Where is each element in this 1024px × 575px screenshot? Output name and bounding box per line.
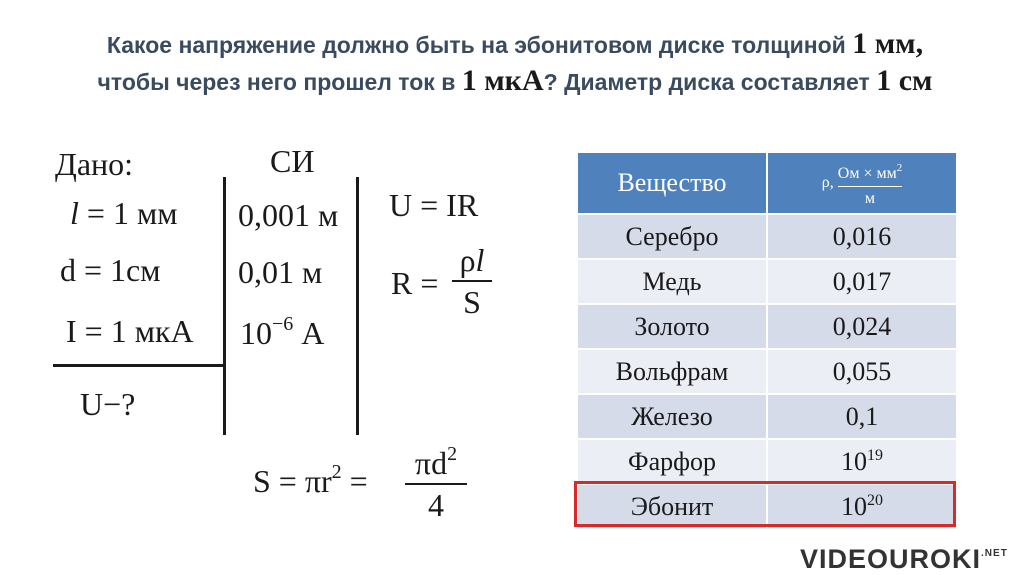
area-num-exp: 2 [447, 443, 458, 465]
resistivity-value: 0,1 [767, 394, 957, 439]
current-value: 1 мкА [461, 64, 544, 97]
header-resistivity [767, 152, 957, 214]
thickness-value: 1 мм, [852, 27, 924, 60]
table-row [577, 304, 957, 349]
value-base: 10 [841, 446, 867, 476]
divider-given [223, 177, 226, 435]
substance-name: Серебро [577, 214, 767, 259]
area-lhs: S = πr [253, 463, 332, 499]
table-row [577, 394, 957, 439]
problem-statement [40, 26, 990, 100]
given-current: I = 1 мкА [66, 313, 194, 349]
si-diameter: 0,01 м [238, 254, 323, 290]
substance-name: Медь [577, 259, 767, 304]
resistance-denominator: S [463, 284, 481, 320]
value-exp: 19 [867, 446, 883, 464]
rho-symbol: ρ [459, 242, 476, 278]
table-row [577, 214, 957, 259]
problem-text-3: ? Диаметр диска составляет [543, 69, 877, 95]
diameter-value: 1 см [876, 64, 933, 97]
rho-header-unit [838, 159, 902, 208]
resistivity-value: 0,024 [767, 304, 957, 349]
area-equals: = [341, 463, 368, 499]
si-current-exp: −6 [272, 313, 294, 335]
problem-text-2: чтобы через него прошел ток в [97, 69, 462, 95]
divider-si [356, 177, 359, 435]
videouroki-logo [800, 544, 1008, 575]
rho-unit-exp: 2 [896, 161, 903, 174]
substance-name: Вольфрам [577, 349, 767, 394]
given-heading: Дано: [55, 146, 134, 182]
resistivity-value: 0,017 [767, 259, 957, 304]
si-length: 0,001 м [238, 197, 339, 233]
resistivity-table [576, 151, 958, 530]
resistance-fraction [452, 242, 492, 320]
substance-name: Фарфор [577, 439, 767, 484]
resistivity-value: 0,016 [767, 214, 957, 259]
value-exp: 20 [867, 491, 883, 509]
resistance-lhs: R = [391, 265, 439, 301]
ebonite-highlight-box [574, 481, 956, 527]
area-lhs-exp: 2 [331, 461, 342, 483]
given-diameter: d = 1см [60, 252, 161, 288]
resistivity-value: 0,055 [767, 349, 957, 394]
resistivity-value [767, 439, 957, 484]
si-heading: СИ [270, 143, 315, 179]
si-current-unit: А [293, 315, 325, 351]
header-substance: Вещество [577, 152, 767, 214]
length-symbol-r: l [475, 242, 485, 278]
rho-unit-numerator: Ом × мм [837, 164, 897, 182]
table-row [577, 349, 957, 394]
problem-text-1: Какое напряжение должно быть на эбонитовом диске толщиной [106, 32, 853, 58]
value-base: 10 [841, 491, 867, 521]
resistance-numerator [452, 242, 492, 278]
substance-name: Эбонит [577, 484, 767, 529]
unknown-voltage: U−? [80, 386, 136, 422]
table-row [577, 439, 957, 484]
given-length [70, 195, 177, 232]
logo-suffix: .NET [981, 548, 1008, 559]
si-current-base: 10 [240, 315, 272, 351]
length-value: = 1 мм [78, 195, 178, 231]
substance-name: Золото [577, 304, 767, 349]
length-symbol: l [70, 195, 79, 231]
area-fraction [405, 436, 467, 523]
problem-line-1 [40, 26, 990, 63]
rho-header-symbol: ρ, [821, 174, 834, 191]
area-formula-lhs [253, 461, 368, 500]
si-current [240, 313, 324, 352]
area-numerator [405, 436, 467, 481]
fraction-bar [405, 483, 467, 485]
ohm-law: U = IR [389, 187, 479, 223]
rho-unit-denominator: м [864, 189, 876, 207]
table-row [577, 259, 957, 304]
substance-name: Железо [577, 394, 767, 439]
area-denominator: 4 [428, 487, 444, 523]
table-header-row [577, 152, 957, 214]
area-num-text: πd [414, 445, 448, 481]
problem-line-2 [40, 63, 990, 100]
fraction-bar [452, 280, 492, 282]
divider-question [53, 364, 225, 367]
logo-text: VIDEOUROKI [800, 544, 982, 574]
